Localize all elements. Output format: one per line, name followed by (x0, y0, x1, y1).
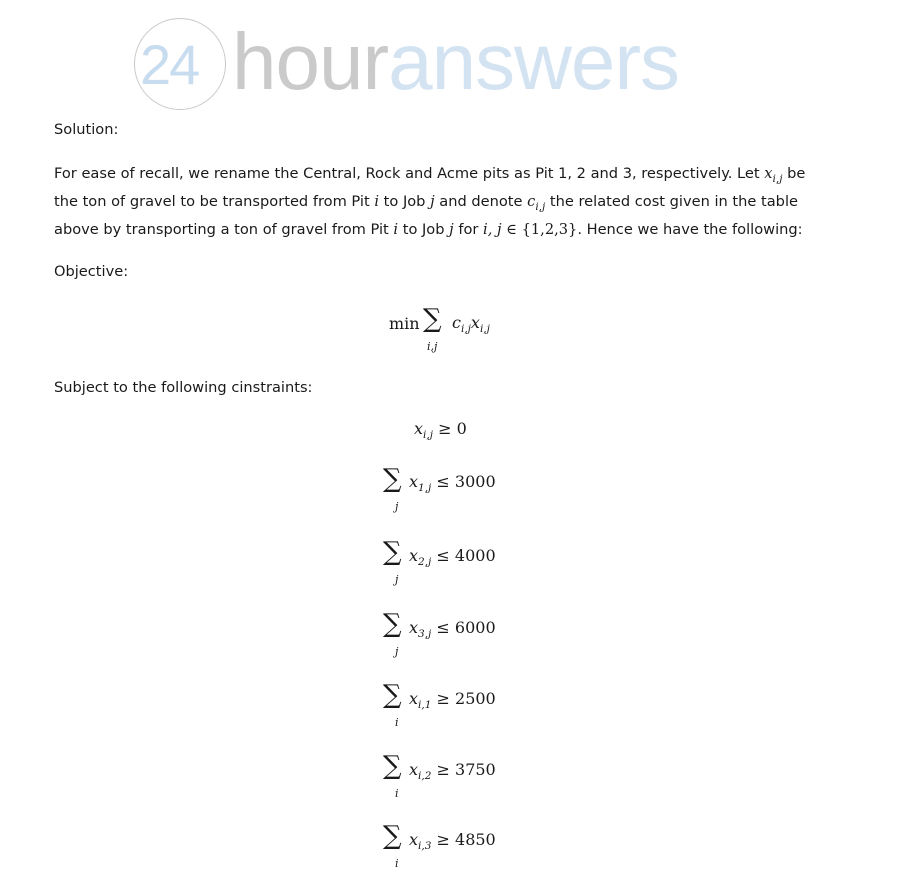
var-i: i (374, 193, 380, 210)
nonnegativity-constraint: $x_{i,j} \ge 0$ (414, 419, 467, 441)
sum-symbol: ∑ (383, 821, 402, 851)
intro-line-2 (54, 188, 798, 217)
intro-text: the related cost given in the table (545, 193, 798, 210)
sum-symbol: ∑ (423, 304, 442, 334)
sum-symbol: ∑ (383, 751, 402, 781)
sum-symbol: ∑ (383, 464, 402, 494)
logo-wordmark (232, 16, 679, 108)
sum-index: j (395, 573, 399, 586)
logo-number: 24 (140, 33, 199, 96)
objective-label: Objective: (54, 263, 129, 280)
constraints-label: Subject to the following cinstraints: (54, 379, 313, 396)
sum-index: j (395, 500, 399, 513)
intro-line-1 (54, 160, 805, 189)
var-c: $c_{i,j}$ (527, 193, 546, 213)
intro-text: For ease of recall, we rename the Central, Rock and Acme pits as Pit 1, 2 and 3, respectively. Let (54, 165, 765, 182)
sum-index: i (395, 787, 399, 800)
intro-text: to Job (379, 193, 431, 210)
sum-index: i,j (427, 340, 438, 353)
sum-symbol: ∑ (383, 680, 402, 710)
sum-symbol: ∑ (383, 609, 402, 639)
cost-times-amount: $c_{i,j}x_{i,j}$ (452, 313, 490, 335)
intro-text: be (782, 165, 806, 182)
sum-index: i (395, 716, 399, 729)
intro-text: the ton of gravel to be transported from Pit (54, 193, 375, 210)
sum-symbol: ∑ (383, 537, 402, 567)
index-set: ∈ {1,2,3} (501, 221, 578, 238)
intro-text: for (453, 221, 484, 238)
min-operator: min (389, 314, 420, 333)
intro-text: above by transporting a ton of gravel from Pit (54, 221, 394, 238)
intro-text: and denote (434, 193, 528, 210)
solution-heading: Solution: (54, 121, 119, 138)
var-j: j (430, 193, 435, 210)
var-x: $x_{i,j}$ (764, 165, 783, 185)
var-ij: i, j (483, 221, 502, 238)
logo-hour-text: hour (232, 17, 389, 106)
intro-text: to Job (398, 221, 450, 238)
intro-line-3 (54, 216, 803, 244)
sum-index: j (395, 645, 399, 658)
logo (134, 18, 734, 118)
intro-text: . Hence we have the following: (577, 221, 803, 238)
var-i: i (393, 221, 399, 238)
sum-index: i (395, 857, 399, 870)
var-j: j (449, 221, 454, 238)
logo-answers-text: answers (388, 17, 680, 106)
